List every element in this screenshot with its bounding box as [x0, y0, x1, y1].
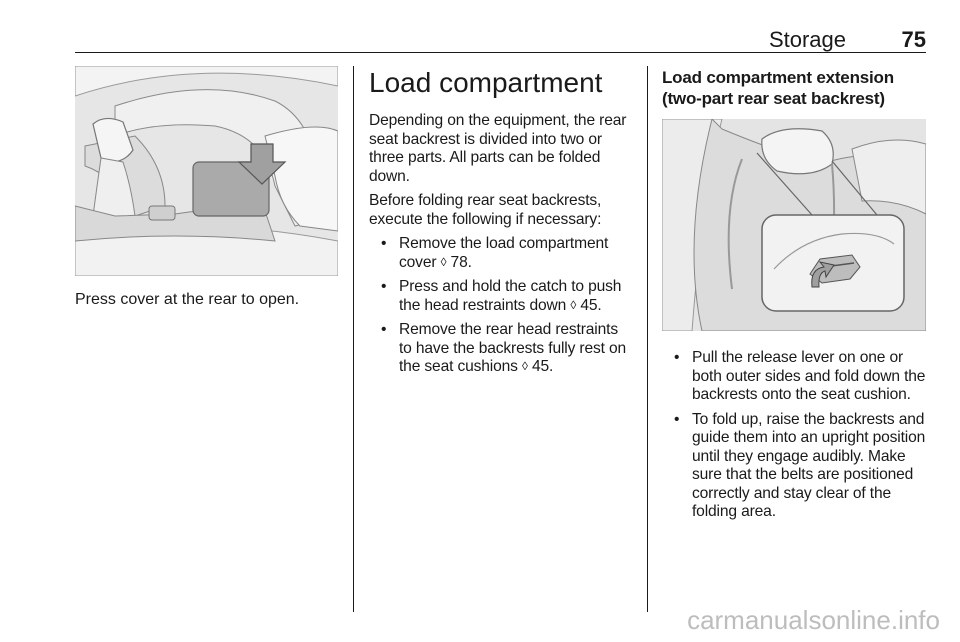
page-reference-icon: ◊	[570, 297, 577, 312]
page-reference-icon: ◊	[440, 254, 447, 269]
subsection-heading: Load compartment extension (two-part rear seat backrest)	[662, 68, 894, 108]
seat-release-figure	[662, 119, 926, 331]
list-item-text: To fold up, raise the backrests and guide them into an upright position until they engage audibly. Make sure that the belts are positioned correctly and stay clear of the folding area.	[692, 410, 926, 520]
column-middle	[369, 66, 632, 383]
bullet-icon: •	[381, 321, 387, 338]
page-reference: 45.	[580, 296, 602, 314]
column-right	[662, 66, 926, 528]
bullet-icon: •	[674, 410, 680, 428]
bullet-icon: •	[674, 349, 680, 366]
list-item-text: Pull the release lever on one or both outer sides and fold down the backrests onto the seat cushion.	[692, 349, 926, 403]
column-divider-right	[647, 66, 648, 612]
list-item	[369, 235, 632, 272]
cover-figure	[75, 66, 338, 276]
intro-paragraph: Depending on the equipment, the rear seat backrest is divided into two or three parts. All parts can be folded down.	[369, 112, 627, 185]
list-item	[369, 321, 632, 377]
center-console-illustration	[75, 66, 338, 276]
page-reference: 45.	[531, 358, 554, 375]
bullet-icon: •	[381, 278, 387, 295]
instruction-paragraph: Before folding rear seat backrests, execute the following if necessary:	[369, 192, 602, 228]
figure-caption: Press cover at the rear to open.	[75, 291, 300, 308]
page-number: 75	[901, 27, 926, 52]
list-item-text: Press and hold the catch to push the head restraints down	[399, 278, 622, 314]
list-item	[369, 278, 632, 315]
list-item-text: Remove the load compartment cover	[399, 235, 609, 271]
list-item	[662, 349, 926, 405]
page-header	[75, 28, 926, 53]
watermark: carmanualsonline.info	[687, 605, 940, 635]
list-item-text: Remove the rear head restraints to have the backrests fully rest on the seat cushions	[399, 321, 627, 375]
rear-seat-illustration	[662, 119, 926, 331]
column-left	[75, 66, 338, 309]
fold-instruction-list	[662, 349, 926, 522]
page-reference-icon: ◊	[522, 359, 528, 373]
section-title: Storage	[768, 27, 846, 52]
section-heading: Load compartment	[369, 67, 603, 98]
bullet-icon: •	[381, 235, 387, 252]
instruction-list	[369, 235, 632, 377]
list-item	[662, 411, 926, 522]
column-divider-left	[353, 66, 354, 612]
page-reference: 78.	[450, 253, 472, 271]
